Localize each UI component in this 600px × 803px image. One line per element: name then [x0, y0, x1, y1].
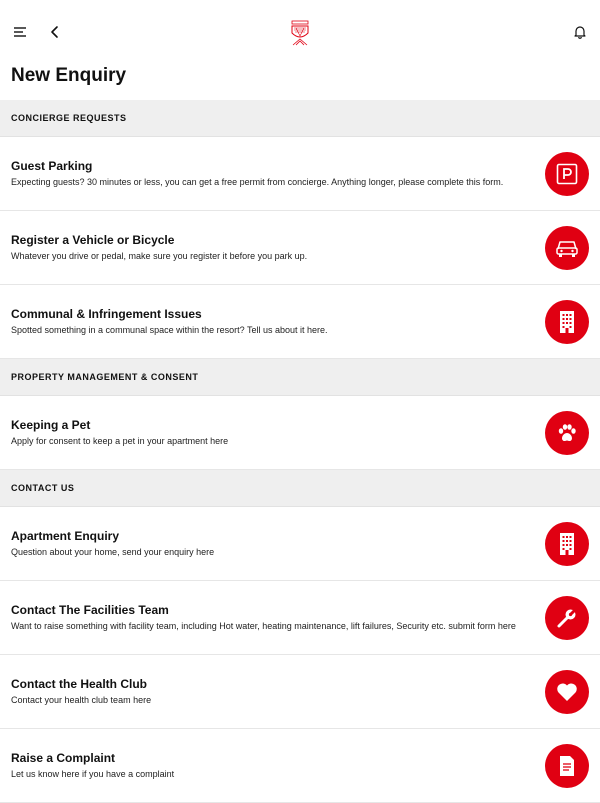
bell-icon[interactable]: [568, 20, 592, 44]
list-item-register-vehicle[interactable]: [0, 211, 600, 285]
item-title: Register a Vehicle or Bicycle: [11, 233, 175, 247]
section-header-property-management: PROPERTY MANAGEMENT & CONSENT: [0, 359, 600, 396]
item-description: Spotted something in a communal space within the resort? Tell us about it here.: [11, 325, 328, 335]
item-title: Raise a Complaint: [11, 751, 116, 765]
list-item-raise-complaint[interactable]: [0, 729, 600, 803]
item-description: Apply for consent to keep a pet in your apartment here: [11, 436, 229, 446]
building-icon[interactable]: [545, 522, 589, 566]
list-item-guest-parking[interactable]: [0, 137, 600, 211]
item-description: Whatever you drive or pedal, make sure you register it before you park up.: [11, 251, 308, 261]
item-title: Guest Parking: [11, 159, 93, 173]
wrench-icon[interactable]: [545, 596, 589, 640]
item-title: Apartment Enquiry: [11, 529, 120, 543]
section-header-concierge: CONCIERGE REQUESTS: [0, 100, 600, 137]
list-item-communal-issues[interactable]: [0, 285, 600, 359]
item-description: Want to raise something with facility team, including Hot water, heating maintenance, lift failures, Security etc. submit form here: [11, 621, 516, 631]
item-title: Communal & Infringement Issues: [11, 307, 202, 321]
car-icon[interactable]: [545, 226, 589, 270]
chevron-left-icon[interactable]: [43, 20, 67, 44]
section-header-contact-us: CONTACT US: [0, 470, 600, 507]
item-description: Expecting guests? 30 minutes or less, you can get a free permit from concierge. Anything longer, please complete this form.: [11, 177, 504, 187]
item-description: Question about your home, send your enquiry here: [11, 547, 215, 557]
item-title: Contact The Facilities Team: [11, 603, 169, 617]
list-item-apartment-enquiry[interactable]: [0, 507, 600, 581]
document-icon[interactable]: [545, 744, 589, 788]
crest-logo[interactable]: [289, 19, 311, 47]
list-item-facilities-team[interactable]: [0, 581, 600, 655]
top-bar: [0, 0, 600, 64]
paw-icon[interactable]: [545, 411, 589, 455]
building-icon[interactable]: [545, 300, 589, 344]
item-title: Contact the Health Club: [11, 677, 148, 691]
menu-icon[interactable]: [8, 20, 32, 44]
item-description: Contact your health club team here: [11, 695, 152, 705]
parking-icon[interactable]: [545, 152, 589, 196]
item-description: Let us know here if you have a complaint: [11, 769, 175, 779]
page-title: New Enquiry: [11, 65, 127, 86]
list-item-keeping-pet[interactable]: [0, 396, 600, 470]
list-item-health-club[interactable]: [0, 655, 600, 729]
heart-icon[interactable]: [545, 670, 589, 714]
item-title: Keeping a Pet: [11, 418, 91, 432]
